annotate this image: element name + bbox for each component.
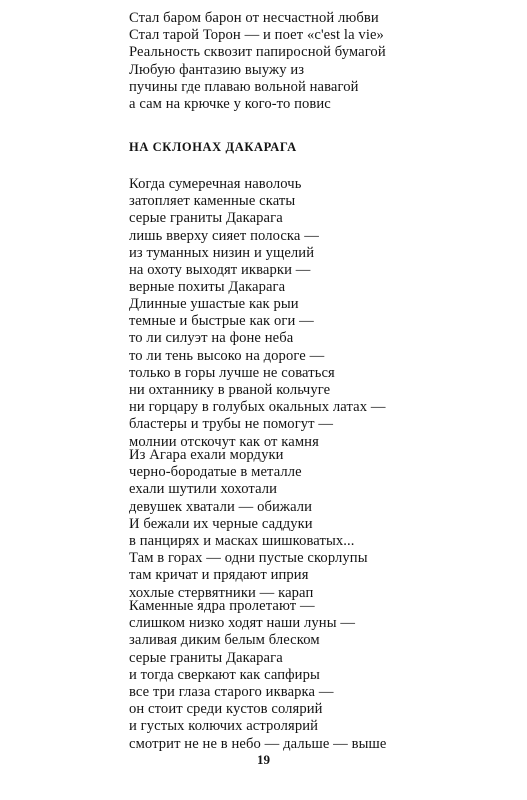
verse-line: на охоту выходят икварки —	[129, 262, 311, 279]
verse-line: все три глаза старого икварка —	[129, 684, 334, 701]
verse-line: И бежали их черные саддуки	[129, 515, 313, 532]
verse-line: ехали шутили хохотали	[129, 481, 278, 498]
page-number: 19	[257, 752, 270, 767]
stanza-2	[129, 296, 386, 451]
verse-line: и тогда сверкают как сапфиры	[129, 666, 320, 683]
stanza-1	[129, 176, 319, 296]
verse-line: ни охтаннику в рваной кольчуге	[129, 382, 331, 399]
verse-line: Каменные ядра пролетают —	[129, 598, 315, 614]
verse-line: Реальность сквозит папиросной бумагой	[129, 44, 386, 61]
verse-line: черно-бородатые в металле	[129, 464, 302, 481]
verse-line: то ли тень высоко на дороге —	[129, 347, 325, 364]
verse-line: из туманных низин и ущелий	[129, 244, 315, 261]
verse-line: слишком низко ходят наши луны —	[129, 615, 356, 632]
verse-line: а сам на крючке у кого-то повис	[129, 96, 331, 113]
verse-line: и густых колючих астролярий	[129, 718, 319, 735]
verse-line: Из Агара ехали мордуки	[129, 447, 284, 463]
verse-line: девушек хватали — обижали	[129, 498, 313, 515]
verse-line: темные и быстрые как оги —	[129, 313, 314, 330]
verse-line: Стал тарой Торон — и поет «c'est la vie»	[129, 27, 384, 44]
verse-line: там кричат и прядают иприя	[129, 567, 309, 584]
verse-line: то ли силуэт на фоне неба	[129, 330, 294, 347]
verse-line: пучины где плаваю вольной навагой	[129, 78, 359, 95]
verse-line: серые граниты Дакарага	[129, 210, 283, 227]
verse-line: верные похиты Дакарага	[129, 279, 286, 296]
verse-line: заливая диким белым блеском	[129, 632, 320, 649]
verse-line: бластеры и трубы не помогут —	[129, 416, 334, 433]
verse-line: лишь вверху сияет полоска —	[129, 227, 319, 244]
verse-line: смотрит не не в небо — дальше — выше	[129, 735, 387, 752]
verse-line: Там в горах — одни пустые скорлупы	[129, 550, 368, 567]
verse-line: Любую фантазию выужу из	[129, 61, 305, 78]
verse-line: в панцирях и масках шишковатых...	[129, 533, 355, 550]
opening-stanza	[129, 10, 386, 113]
verse-line: серые граниты Дакарага	[129, 649, 283, 666]
poem-title: НА СКЛОНАХ ДАКАРАГА	[129, 140, 297, 154]
verse-line: Длинные ушастые как рыи	[129, 296, 299, 312]
verse-line: Стал баром барон от несчастной любви	[129, 10, 379, 26]
verse-line: Когда сумеречная наволочь	[129, 176, 302, 192]
verse-line: он стоит среди кустов солярий	[129, 701, 323, 718]
verse-line: ни горцару в голубых окальных латах —	[129, 399, 386, 416]
stanza-3	[129, 447, 368, 602]
verse-line: хохлые стервятники — карап	[129, 584, 314, 601]
verse-line: молнии отскочут как от камня	[129, 433, 319, 450]
verse-line: только в горы лучше не соваться	[129, 364, 335, 381]
stanza-4	[129, 598, 386, 753]
verse-line: затопляет каменные скаты	[129, 193, 296, 210]
